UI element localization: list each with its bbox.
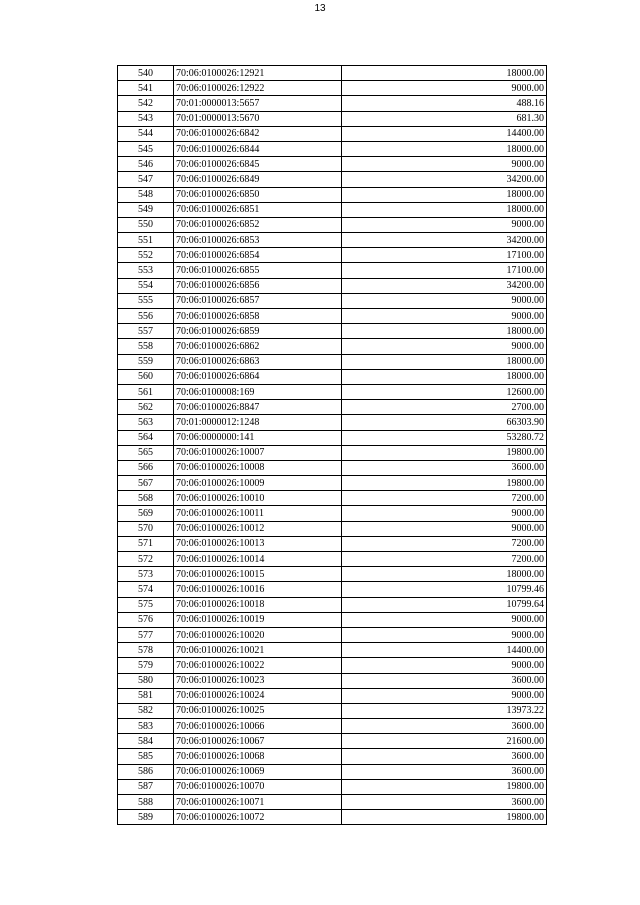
cadastral-number-cell: 70:06:0100026:10015 [174,567,342,582]
row-number-cell: 579 [118,658,174,673]
table-row [118,627,547,642]
table-row [118,734,547,749]
row-number-cell: 562 [118,400,174,415]
table-row [118,506,547,521]
value-cell: 10799.46 [342,582,547,597]
table-row [118,66,547,81]
table-row [118,703,547,718]
row-number-cell: 572 [118,552,174,567]
value-cell: 9000.00 [342,309,547,324]
table-row [118,309,547,324]
value-cell: 18000.00 [342,567,547,582]
cadastral-number-cell: 70:06:0100026:10009 [174,476,342,491]
value-cell: 18000.00 [342,324,547,339]
row-number-cell: 546 [118,157,174,172]
value-cell: 18000.00 [342,66,547,81]
table-row [118,597,547,612]
row-number-cell: 564 [118,430,174,445]
table-row [118,476,547,491]
table-row [118,202,547,217]
table-row [118,643,547,658]
value-cell: 9000.00 [342,688,547,703]
cadastral-number-cell: 70:06:0100026:6849 [174,172,342,187]
table-row [118,126,547,141]
value-cell: 18000.00 [342,354,547,369]
table-row [118,157,547,172]
table-row [118,673,547,688]
cadastral-number-cell: 70:06:0100026:10067 [174,734,342,749]
table-row [118,324,547,339]
value-cell: 3600.00 [342,795,547,810]
cadastral-number-cell: 70:06:0100026:6850 [174,187,342,202]
value-cell: 9000.00 [342,81,547,96]
table-row [118,612,547,627]
value-cell: 3600.00 [342,673,547,688]
value-cell: 3600.00 [342,764,547,779]
cadastral-number-cell: 70:06:0100026:10068 [174,749,342,764]
cadastral-number-cell: 70:06:0100026:6858 [174,309,342,324]
row-number-cell: 583 [118,719,174,734]
table-row [118,141,547,156]
row-number-cell: 563 [118,415,174,430]
table-row [118,430,547,445]
table-row [118,749,547,764]
table-row [118,187,547,202]
row-number-cell: 575 [118,597,174,612]
value-cell: 19800.00 [342,810,547,825]
cadastral-number-cell: 70:06:0100026:6856 [174,278,342,293]
cadastral-number-cell: 70:06:0100026:10070 [174,779,342,794]
table-row [118,217,547,232]
value-cell: 9000.00 [342,506,547,521]
row-number-cell: 569 [118,506,174,521]
value-cell: 7200.00 [342,536,547,551]
cadastral-table [117,65,547,825]
row-number-cell: 555 [118,293,174,308]
value-cell: 681.30 [342,111,547,126]
row-number-cell: 588 [118,795,174,810]
value-cell: 9000.00 [342,612,547,627]
cadastral-number-cell: 70:01:0000013:5657 [174,96,342,111]
cadastral-number-cell: 70:06:0100026:6852 [174,217,342,232]
cadastral-number-cell: 70:06:0100026:6859 [174,324,342,339]
table-row [118,81,547,96]
cadastral-number-cell: 70:06:0100026:10066 [174,719,342,734]
value-cell: 18000.00 [342,187,547,202]
table-row [118,233,547,248]
table-row [118,369,547,384]
cadastral-number-cell: 70:06:0100026:6842 [174,126,342,141]
cadastral-number-cell: 70:06:0100026:10010 [174,491,342,506]
table-row [118,521,547,536]
row-number-cell: 573 [118,567,174,582]
value-cell: 19800.00 [342,445,547,460]
cadastral-number-cell: 70:06:0100026:6855 [174,263,342,278]
value-cell: 34200.00 [342,278,547,293]
cadastral-number-cell: 70:06:0100026:10019 [174,612,342,627]
cadastral-number-cell: 70:06:0100026:10007 [174,445,342,460]
value-cell: 14400.00 [342,126,547,141]
value-cell: 7200.00 [342,491,547,506]
cadastral-number-cell: 70:06:0100026:10013 [174,536,342,551]
row-number-cell: 571 [118,536,174,551]
row-number-cell: 542 [118,96,174,111]
cadastral-number-cell: 70:06:0100026:10023 [174,673,342,688]
cadastral-number-cell: 70:06:0100026:10018 [174,597,342,612]
table-row [118,445,547,460]
table-row [118,719,547,734]
table-row [118,567,547,582]
cadastral-number-cell: 70:06:0100026:10008 [174,460,342,475]
row-number-cell: 574 [118,582,174,597]
cadastral-number-cell: 70:06:0100026:6844 [174,141,342,156]
cadastral-number-cell: 70:06:0100026:10020 [174,627,342,642]
row-number-cell: 553 [118,263,174,278]
row-number-cell: 556 [118,309,174,324]
table-row [118,293,547,308]
row-number-cell: 582 [118,703,174,718]
table-row [118,460,547,475]
row-number-cell: 543 [118,111,174,126]
page-number: 13 [314,3,326,14]
cadastral-number-cell: 70:06:0100026:6857 [174,293,342,308]
cadastral-number-cell: 70:06:0000000:141 [174,430,342,445]
row-number-cell: 554 [118,278,174,293]
cadastral-number-cell: 70:06:0100026:6863 [174,354,342,369]
row-number-cell: 566 [118,460,174,475]
row-number-cell: 547 [118,172,174,187]
row-number-cell: 567 [118,476,174,491]
table-row [118,339,547,354]
value-cell: 2700.00 [342,400,547,415]
cadastral-number-cell: 70:01:0000012:1248 [174,415,342,430]
value-cell: 7200.00 [342,552,547,567]
row-number-cell: 560 [118,369,174,384]
value-cell: 19800.00 [342,779,547,794]
table-row [118,354,547,369]
row-number-cell: 549 [118,202,174,217]
value-cell: 9000.00 [342,293,547,308]
row-number-cell: 541 [118,81,174,96]
row-number-cell: 544 [118,126,174,141]
cadastral-number-cell: 70:06:0100026:10021 [174,643,342,658]
value-cell: 18000.00 [342,202,547,217]
cadastral-number-cell: 70:06:0100026:10071 [174,795,342,810]
value-cell: 17100.00 [342,248,547,263]
table-row [118,582,547,597]
row-number-cell: 540 [118,66,174,81]
row-number-cell: 577 [118,627,174,642]
value-cell: 21600.00 [342,734,547,749]
table-row [118,491,547,506]
row-number-cell: 578 [118,643,174,658]
cadastral-number-cell: 70:06:0100026:10016 [174,582,342,597]
table-row [118,111,547,126]
cadastral-number-cell: 70:06:0100008:169 [174,384,342,399]
value-cell: 10799.64 [342,597,547,612]
row-number-cell: 587 [118,779,174,794]
row-number-cell: 584 [118,734,174,749]
table-row [118,172,547,187]
value-cell: 488.16 [342,96,547,111]
cadastral-number-cell: 70:06:0100026:10024 [174,688,342,703]
table-row [118,552,547,567]
table-row [118,795,547,810]
row-number-cell: 561 [118,384,174,399]
table-row [118,688,547,703]
cadastral-number-cell: 70:06:0100026:6851 [174,202,342,217]
table-row [118,384,547,399]
cadastral-number-cell: 70:06:0100026:6854 [174,248,342,263]
table-row [118,764,547,779]
table-row [118,779,547,794]
table-row [118,810,547,825]
row-number-cell: 580 [118,673,174,688]
row-number-cell: 558 [118,339,174,354]
cadastral-number-cell: 70:06:0100026:10014 [174,552,342,567]
cadastral-number-cell: 70:06:0100026:10025 [174,703,342,718]
value-cell: 9000.00 [342,217,547,232]
row-number-cell: 585 [118,749,174,764]
row-number-cell: 589 [118,810,174,825]
value-cell: 14400.00 [342,643,547,658]
row-number-cell: 548 [118,187,174,202]
value-cell: 18000.00 [342,369,547,384]
row-number-cell: 568 [118,491,174,506]
row-number-cell: 552 [118,248,174,263]
value-cell: 34200.00 [342,233,547,248]
value-cell: 9000.00 [342,658,547,673]
cadastral-number-cell: 70:06:0100026:6864 [174,369,342,384]
cadastral-number-cell: 70:06:0100026:10022 [174,658,342,673]
row-number-cell: 581 [118,688,174,703]
table-row [118,658,547,673]
cadastral-number-cell: 70:06:0100026:8847 [174,400,342,415]
value-cell: 19800.00 [342,476,547,491]
table-row [118,278,547,293]
cadastral-number-cell: 70:06:0100026:10011 [174,506,342,521]
table-row [118,536,547,551]
value-cell: 18000.00 [342,141,547,156]
value-cell: 9000.00 [342,521,547,536]
value-cell: 17100.00 [342,263,547,278]
cadastral-number-cell: 70:01:0000013:5670 [174,111,342,126]
row-number-cell: 550 [118,217,174,232]
row-number-cell: 557 [118,324,174,339]
cadastral-number-cell: 70:06:0100026:10072 [174,810,342,825]
row-number-cell: 551 [118,233,174,248]
value-cell: 13973.22 [342,703,547,718]
row-number-cell: 576 [118,612,174,627]
cadastral-number-cell: 70:06:0100026:10069 [174,764,342,779]
cadastral-number-cell: 70:06:0100026:6853 [174,233,342,248]
value-cell: 3600.00 [342,719,547,734]
value-cell: 9000.00 [342,339,547,354]
value-cell: 9000.00 [342,157,547,172]
row-number-cell: 570 [118,521,174,536]
value-cell: 12600.00 [342,384,547,399]
value-cell: 34200.00 [342,172,547,187]
cadastral-number-cell: 70:06:0100026:12921 [174,66,342,81]
table-row [118,263,547,278]
row-number-cell: 559 [118,354,174,369]
cadastral-number-cell: 70:06:0100026:10012 [174,521,342,536]
table-row [118,400,547,415]
value-cell: 3600.00 [342,749,547,764]
row-number-cell: 586 [118,764,174,779]
cadastral-number-cell: 70:06:0100026:6862 [174,339,342,354]
row-number-cell: 565 [118,445,174,460]
row-number-cell: 545 [118,141,174,156]
value-cell: 66303.90 [342,415,547,430]
cadastral-number-cell: 70:06:0100026:6845 [174,157,342,172]
table-row [118,248,547,263]
cadastral-number-cell: 70:06:0100026:12922 [174,81,342,96]
table-row [118,96,547,111]
table-body [118,66,547,825]
value-cell: 9000.00 [342,627,547,642]
value-cell: 53280.72 [342,430,547,445]
table-row [118,415,547,430]
value-cell: 3600.00 [342,460,547,475]
